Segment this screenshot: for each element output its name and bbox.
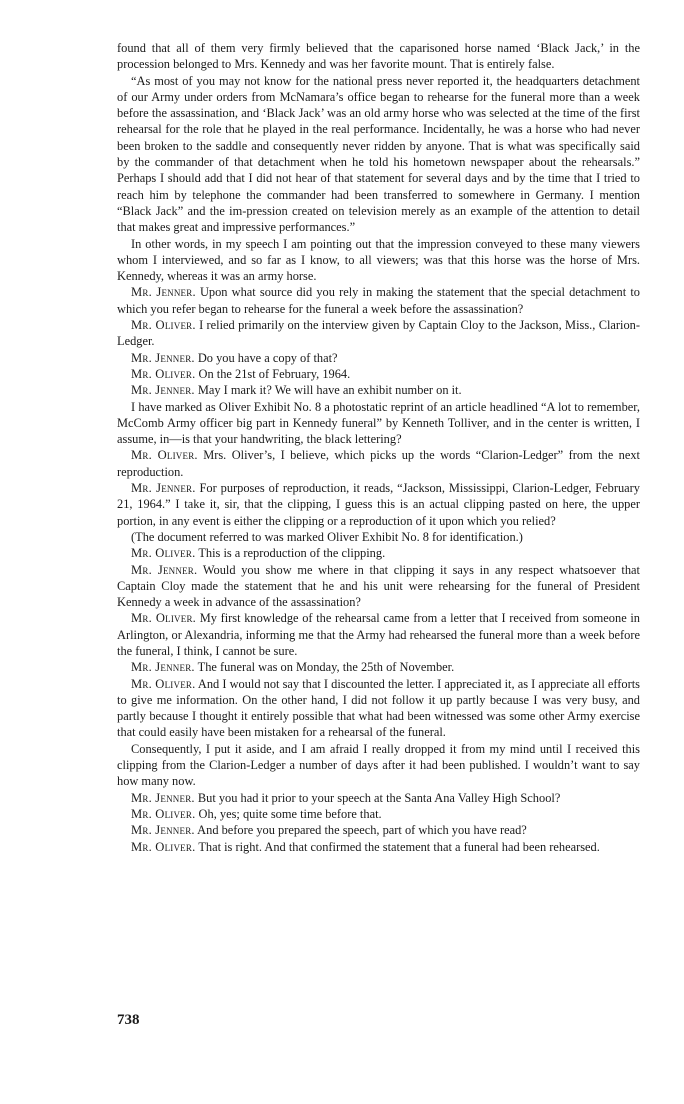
paragraph-text: Do you have a copy of that? xyxy=(197,350,338,365)
paragraph-text: And before you prepared the speech, part of which you have read? xyxy=(197,823,527,838)
testimony-paragraph xyxy=(117,284,640,317)
speaker-name: Mr. Oliver. xyxy=(131,366,196,381)
speaker-name: Mr. Jenner. xyxy=(131,285,196,300)
testimony-paragraph xyxy=(117,366,640,382)
paragraph-text: And I would not say that I discounted the letter. I appreciated it, as I appreciate all efforts to give me information. On the other hand, I did not follow it up partly because I was very busy, and partly because I thought it entirely possible that what had been witnessed was some other Army exercise that could easily have been mistaken for a rehearsal of the funeral. xyxy=(117,676,640,740)
paragraph-text: Would you show me where in that clipping it says in any respect whatsoever that Captain Cloy made the statement that he and his unit were rehearsing for the funeral of President Kennedy a week in advance of the assassination? xyxy=(117,562,641,610)
testimony-paragraph xyxy=(117,350,640,366)
testimony-paragraph xyxy=(117,822,640,838)
speaker-name: Mr. Oliver. xyxy=(131,318,196,333)
speaker-name: Mr. Jenner. xyxy=(131,562,198,577)
speaker-name: Mr. Oliver. xyxy=(131,806,196,821)
page-number: 738 xyxy=(117,1012,140,1028)
testimony-paragraph xyxy=(117,40,640,73)
paragraph-text: My first knowledge of the rehearsal came from a letter that I received from someone in Arlington, or Alexandria, informing me that the Army had rehearsed the funeral more than a week before the funeral, I think, I cannot be sure. xyxy=(117,611,641,658)
paragraph-text: This is a reproduction of the clipping. xyxy=(198,546,386,561)
testimony-paragraph xyxy=(117,317,640,350)
speaker-name: Mr. Oliver. xyxy=(131,839,196,854)
testimony-paragraph xyxy=(117,562,640,611)
speaker-name: Mr. Oliver. xyxy=(131,676,196,691)
testimony-paragraph xyxy=(117,447,640,480)
testimony-paragraph xyxy=(117,529,640,545)
paragraph-text: But you had it prior to your speech at the Santa Ana Valley High School? xyxy=(197,790,561,805)
testimony-paragraph xyxy=(117,741,640,790)
speaker-name: Mr. Jenner. xyxy=(131,823,195,838)
testimony-text xyxy=(117,40,640,855)
paragraph-text: “As most of you may not know for the national press never reported it, the headquarters detachment of our Army under orders from McNamara’s office began to rehearse for the funeral more than a week before the assassination, and ‘Black Jack’ was an old army horse who was selected at the time of the first rehearsal for the role that he played in the real performance. Incidentally, he was a horse who had never been broken to the saddle and consequently never ridden by anyone. That is what was specifically said by the commander of that detachment when he told his hometown newspaper about the rehearsals.” Perhaps I should add that I did not hear of that statement for several days and by the time that I tried to reach him by telephone the commander had been transferred to somewhere in Germany. I mention “Black Jack” and the im-pression created on television merely as an example of the attention to detail that makes great and impressive performances.” xyxy=(117,73,640,235)
testimony-paragraph xyxy=(117,806,640,822)
paragraph-text: Mrs. Oliver’s, I believe, which picks up the words “Clarion-Ledger” from the next reproduction. xyxy=(117,448,640,479)
testimony-paragraph xyxy=(117,382,640,398)
speaker-name: Mr. Oliver. xyxy=(131,611,197,626)
speaker-name: Mr. Jenner. xyxy=(131,481,196,496)
paragraph-text: That is right. And that confirmed the statement that a funeral had been rehearsed. xyxy=(198,839,600,854)
testimony-paragraph xyxy=(117,73,640,236)
paragraph-text: (The document referred to was marked Oliver Exhibit No. 8 for identification.) xyxy=(131,529,523,544)
paragraph-text: In other words, in my speech I am pointing out that the impression conveyed to these many viewers whom I interviewed, and so far as I know, to all viewers; was that this horse was the horse of Mrs. Kennedy, whereas it was an army horse. xyxy=(117,236,640,284)
testimony-paragraph xyxy=(117,236,640,285)
paragraph-text: For purposes of reproduction, it reads, “Jackson, Mississippi, Clarion-Ledger, February 21, 1964.” I take it, sir, that the clipping, I guess this is an actual clipping pasted on here, the upper portion, in any event is either the clipping or a reproduction of it upon which you relied? xyxy=(117,481,640,528)
speaker-name: Mr. Jenner. xyxy=(131,790,195,805)
testimony-paragraph xyxy=(117,790,640,806)
testimony-paragraph xyxy=(117,480,640,529)
testimony-paragraph xyxy=(117,839,640,855)
paragraph-text: Upon what source did you rely in making the statement that the special detachment to which you refer began to rehearse for the funeral a week before the assassination? xyxy=(117,285,640,316)
paragraph-text: Oh, yes; quite some time before that. xyxy=(198,806,382,821)
testimony-paragraph xyxy=(117,399,640,448)
paragraph-text: Consequently, I put it aside, and I am afraid I really dropped it from my mind until I received this clipping from the Clarion-Ledger a number of days after it had been published. I wouldn’t want to say how many now. xyxy=(117,741,640,789)
paragraph-text: I relied primarily on the interview given by Captain Cloy to the Jackson, Miss., Clarion-Ledger. xyxy=(117,318,641,349)
speaker-name: Mr. Jenner. xyxy=(131,383,195,398)
paragraph-text: I have marked as Oliver Exhibit No. 8 a photostatic reprint of an article headlined “A lot to remember, McComb Army officer big part in Kennedy funeral” by Kenneth Tolliver, and in the center is written, I assume, in—is that your handwriting, the black lettering? xyxy=(117,399,640,447)
testimony-paragraph xyxy=(117,659,640,675)
speaker-name: Mr. Oliver. xyxy=(131,448,198,463)
testimony-paragraph xyxy=(117,676,640,741)
speaker-name: Mr. Jenner. xyxy=(131,660,195,675)
testimony-paragraph xyxy=(117,610,640,659)
speaker-name: Mr. Oliver. xyxy=(131,546,196,561)
paragraph-text: found that all of them very firmly believed that the caparisoned horse named ‘Black Jack,’ in the procession belonged to Mrs. Kennedy and was her favorite mount. That is entirely false. xyxy=(117,41,640,72)
testimony-paragraph xyxy=(117,545,640,561)
paragraph-text: On the 21st of February, 1964. xyxy=(198,366,351,381)
paragraph-text: May I mark it? We will have an exhibit number on it. xyxy=(197,383,462,398)
paragraph-text: The funeral was on Monday, the 25th of November. xyxy=(197,660,455,675)
speaker-name: Mr. Jenner. xyxy=(131,350,195,365)
